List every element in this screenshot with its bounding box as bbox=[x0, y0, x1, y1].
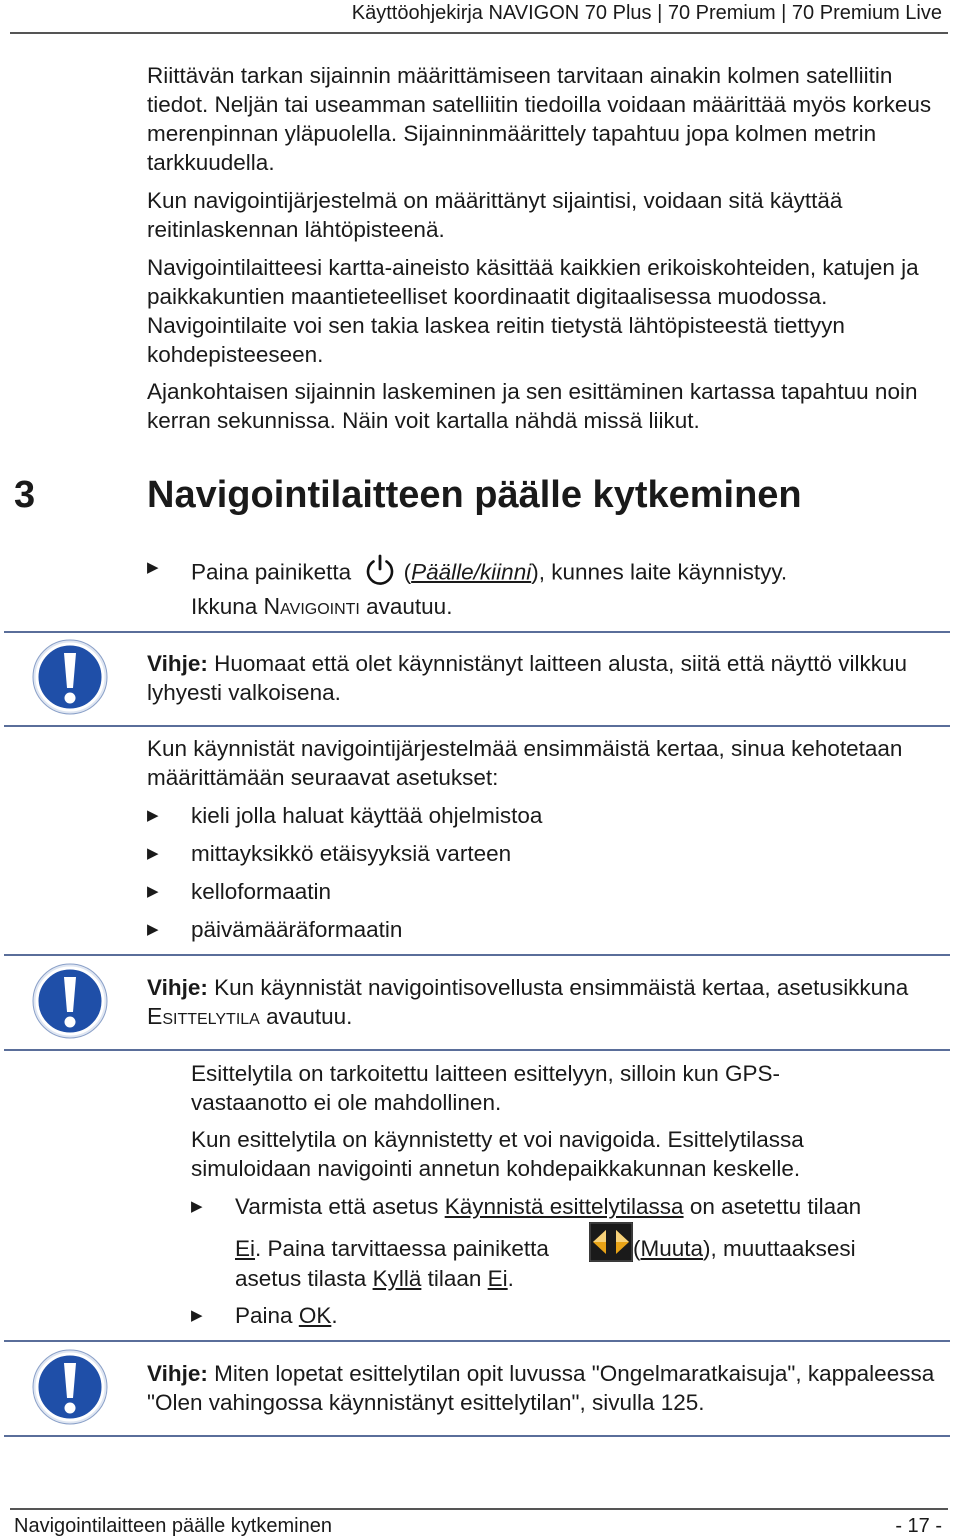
footer-chapter-title: Navigointilaitteen päälle kytkeminen bbox=[14, 1515, 332, 1537]
bullet-icon: ▶ bbox=[147, 845, 159, 862]
header-title: Käyttöohjekirja NAVIGON 70 Plus | 70 Premium | 70 Premium Live bbox=[351, 2, 942, 24]
ok-button-link[interactable]: OK bbox=[298, 1303, 332, 1328]
note-rule-bottom bbox=[4, 725, 950, 727]
note-rule-bottom bbox=[4, 1435, 950, 1437]
intro-paragraph-1: Riittävän tarkan sijainnin määrittämiseen tarvitaan ainakin kolmen satelliitin tiedot. Neljän tai useamman satelliitin tiedoilla voidaan määrittää myös korkeus merenpinnan yläpuolella. Sijainninmäärittely tapahtuu jopa kolmen metrin tarkkuudella. bbox=[147, 63, 932, 175]
header-rule bbox=[10, 32, 948, 34]
bullet-icon: ▶ bbox=[147, 921, 159, 938]
exclamation-icon bbox=[31, 1348, 109, 1426]
first-start-intro: Kun käynnistät navigointijärjestelmää ensimmäistä kertaa, sinua kehotetaan määrittämään seuraavat asetukset: bbox=[147, 736, 903, 790]
bullet-icon: ▶ bbox=[191, 1198, 203, 1215]
exclamation-icon bbox=[31, 962, 109, 1040]
power-button-link[interactable]: Päälle/kiinni bbox=[411, 559, 532, 585]
power-icon bbox=[363, 553, 397, 594]
window-name-navigointi: Navigointi bbox=[263, 593, 360, 619]
bullet-icon: ▶ bbox=[191, 1307, 203, 1324]
intro-paragraph-3: Navigointilaitteesi kartta-aineisto käsittää kaikkien erikoiskohteiden, katujen ja paikkakuntien maantieteelliset koordinaatit digitaalisessa muodossa. Navigointilaite voi sen takia laskea reitin tietystä lähtöpisteestä tiettyyn kohdepisteeseen. bbox=[147, 255, 919, 367]
intro-paragraph-4: Ajankohtaisen sijainnin laskeminen ja sen esittäminen kartassa tapahtuu noin kerran sekunnissa. Näin voit kartalla nähdä missä liikut. bbox=[147, 379, 918, 433]
bullet-icon: ▶ bbox=[147, 883, 159, 900]
window-name-esittelytila: Esittelytila bbox=[147, 1003, 260, 1029]
note-1: Vihje: Huomaat että olet käynnistänyt laitteen alusta, siitä että näyttö vilkkuu lyhyesti valkoisena. bbox=[147, 651, 907, 705]
value-ei: Ei bbox=[487, 1266, 508, 1291]
bullet-icon: ▶ bbox=[147, 807, 159, 824]
step-result: Ikkuna Navigointi avautuu. bbox=[191, 593, 453, 619]
intro-paragraph-2: Kun navigointijärjestelmä on määrittänyt sijaintisi, voidaan sitä käyttää reitinlaskennan lähtöpisteenä. bbox=[147, 188, 843, 242]
note-rule-top bbox=[4, 954, 950, 956]
note-rule-top bbox=[4, 1340, 950, 1342]
change-arrows-icon[interactable] bbox=[589, 1222, 633, 1269]
page-number: - 17 - bbox=[895, 1515, 942, 1537]
footer-rule bbox=[10, 1508, 948, 1510]
chapter-title: Navigointilaitteen päälle kytkeminen bbox=[147, 474, 802, 516]
exclamation-icon bbox=[31, 638, 109, 716]
note-3: Vihje: Miten lopetat esittelytilan opit luvussa "Ongelmaratkaisuja", kappaleessa "Olen vahingossa käynnistänyt esittelytilan", sivulla 125. bbox=[147, 1361, 935, 1415]
demo-step-1-line-3: asetus tilasta Kyllä tilaan Ei. bbox=[235, 1266, 514, 1291]
bullet-icon: ▶ bbox=[147, 559, 159, 576]
note-2: Vihje: Kun käynnistät navigointisovellusta ensimmäistä kertaa, asetusikkuna Esittelytila avautuu. bbox=[147, 975, 909, 1029]
chapter-number: 3 bbox=[14, 474, 36, 516]
demo-paragraph-1: Esittelytila on tarkoitettu laitteen esittelyyn, silloin kun GPS-vastaanotto ei ole mahdollinen. bbox=[191, 1061, 781, 1115]
change-button-link[interactable]: Muuta bbox=[640, 1236, 704, 1261]
setting-start-in-demo[interactable]: Käynnistä esittelytilassa bbox=[444, 1194, 684, 1219]
demo-paragraph-2: Kun esittelytila on käynnistetty et voi navigoida. Esittelytilassa simuloidaan navigointi annetun kohdepaikkakunnan keskelle. bbox=[191, 1127, 804, 1181]
note-rule-top bbox=[4, 631, 950, 633]
value-kylla: Kyllä bbox=[372, 1266, 422, 1291]
value-ei: Ei bbox=[235, 1236, 256, 1261]
step-text: Paina painiketta bbox=[191, 559, 352, 585]
note-rule-bottom bbox=[4, 1049, 950, 1051]
